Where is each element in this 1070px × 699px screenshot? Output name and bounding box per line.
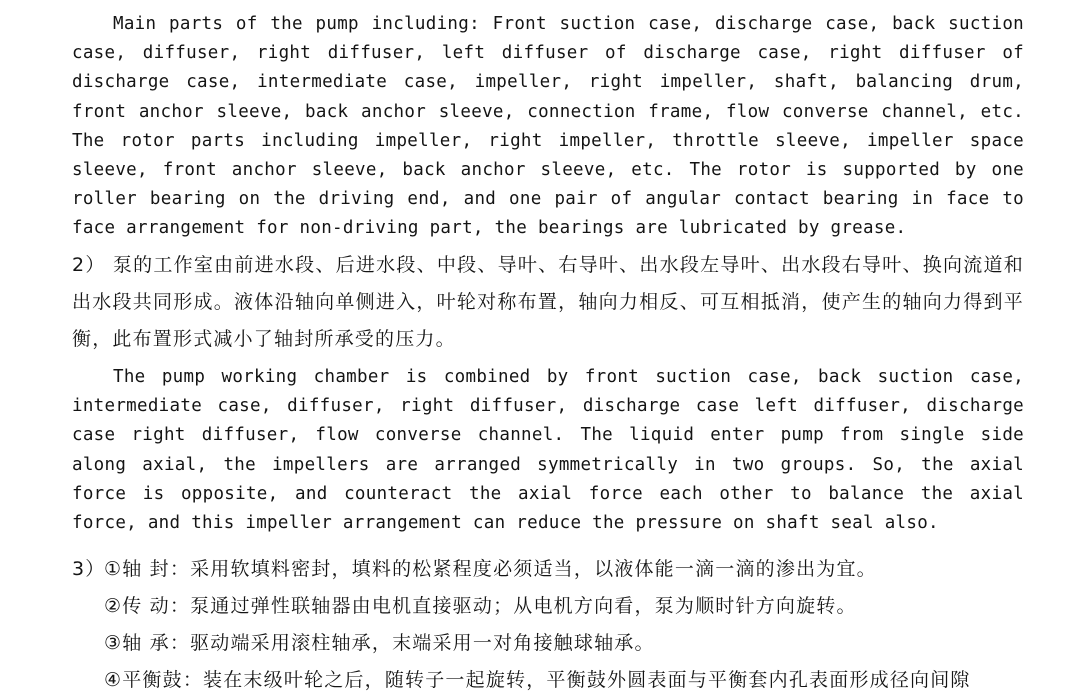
list-section-3 [72,551,1024,699]
list-number: 3） [72,558,106,580]
list-item-balancing-drum: ④平衡鼓：装在末级叶轮之后，随转子一起旋转，平衡鼓外圆表面与平衡套内孔表面形成径向间隙 [104,669,971,691]
list-item-text: ①轴 封：采用软填料密封，填料的松紧程度必须适当，以液体能一滴一滴的渗出为宜。 [104,558,877,580]
paragraph-chinese-chamber: 2） 泵的工作室由前进水段、后进水段、中段、导叶、右导叶、出水段左导叶、出水段右导叶、换向流道和出水段共同形成。液体沿轴向单侧进入，叶轮对称布置，轴向力相反、可互相抵消，使产生的轴向力得到平衡，此布置形式减小了轴封所承受的压力。 [72,254,1024,350]
list-item-bearing: ③轴 承：驱动端采用滚柱轴承，末端采用一对角接触球轴承。 [104,632,655,654]
list-item-shaft-seal [72,551,1024,588]
paragraph-english-parts: Main parts of the pump including: Front suction case, discharge case, back suction case, diffuser, right diffuser, left diffuser of discharge case, right diffuser of discharge case, intermediate case, impeller, right impeller, shaft, balancing drum, front anchor sleeve, back anchor sleeve, connection frame, flow converse channel, etc. The rotor parts including impeller, right impeller, throttle sleeve, impeller space sleeve, front anchor sleeve, back anchor sleeve, etc. The rotor is supported by one roller bearing on the driving end, and one pair of angular contact bearing in face to face arrangement for non-driving part, the bearings are lubricated by grease. [72,14,1024,239]
list-item-transmission: ②传 动：泵通过弹性联轴器由电机直接驱动；从电机方向看，泵为顺时针方向旋转。 [104,595,857,617]
paragraph-english-chamber: The pump working chamber is combined by front suction case, back suction case, intermediate case, diffuser, right diffuser, discharge case left diffuser, discharge case right diffuser, flow converse channel. The liquid enter pump from single side along axial, the impellers are arranged symmetrically in two groups. So, the axial force is opposite, and counteract the axial force each other to balance the axial force, and this impeller arrangement can reduce the pressure on shaft seal also. [72,367,1024,534]
